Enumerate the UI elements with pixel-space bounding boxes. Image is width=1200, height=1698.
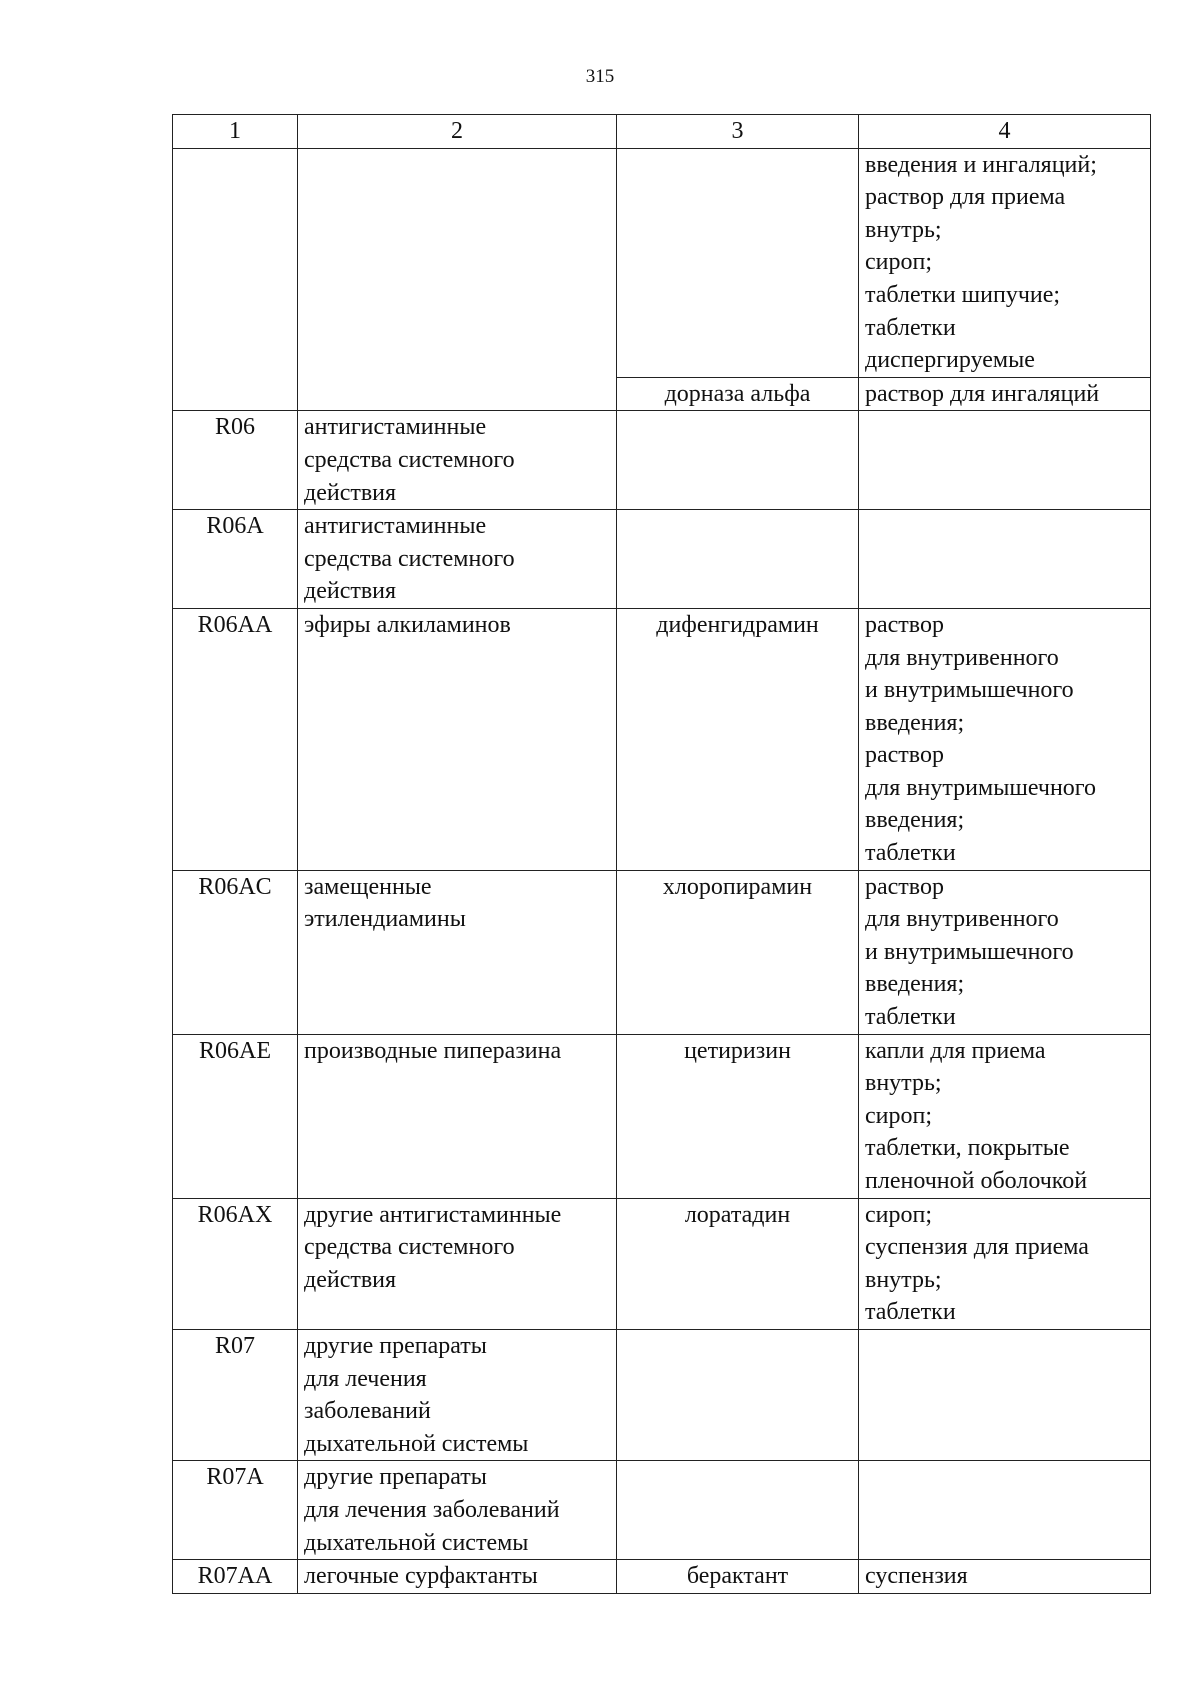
form-line: и внутримышечного [865, 677, 1074, 704]
atc-code-cell: R07 [173, 1329, 298, 1460]
group-name-cell [298, 1034, 617, 1198]
inn-cell: дорназа альфа [617, 377, 859, 411]
inn-cell: дифенгидрамин [617, 608, 859, 870]
forms-cell: раствор для ингаляций [859, 377, 1151, 411]
group-line: дыхательной системы [304, 1529, 529, 1556]
table-row [173, 1560, 1151, 1594]
group-line: средства системного [304, 446, 515, 473]
forms-cell [859, 411, 1151, 510]
form-line: таблетки, покрытые [865, 1135, 1070, 1162]
form-line: раствор для приема [865, 184, 1066, 211]
inn-cell: хлоропирамин [617, 870, 859, 1034]
group-line: другие препараты [304, 1464, 487, 1491]
table-row [173, 411, 1151, 510]
inn-cell [617, 411, 859, 510]
atc-code-cell: R06A [173, 510, 298, 609]
form-line: раствор [865, 611, 944, 638]
group-line: действия [304, 1266, 397, 1293]
inn-cell [617, 510, 859, 609]
form-line: таблетки [865, 1299, 956, 1326]
column-header-1: 1 [173, 115, 298, 149]
atc-code-cell: R07AA [173, 1560, 298, 1594]
table-header-row [173, 115, 1151, 149]
inn-cell: берактант [617, 1560, 859, 1594]
group-line: легочные сурфактанты [304, 1563, 538, 1590]
group-line: средства системного [304, 545, 515, 572]
form-line: таблетки шипучие; [865, 281, 1061, 308]
forms-cell [859, 510, 1151, 609]
table-row [173, 608, 1151, 870]
inn-cell [617, 1329, 859, 1460]
group-line: антигистаминные [304, 513, 487, 540]
group-line: производные пиперазина [304, 1037, 562, 1064]
group-name-cell [298, 1198, 617, 1329]
form-line: и внутримышечного [865, 938, 1074, 965]
forms-cell [859, 1560, 1151, 1594]
group-name-cell [298, 870, 617, 1034]
form-line: сироп; [865, 1201, 933, 1228]
inn-cell: лоратадин [617, 1198, 859, 1329]
form-line: внутрь; [865, 216, 942, 243]
forms-cell [859, 1034, 1151, 1198]
group-name-cell [298, 608, 617, 870]
form-line: введения; [865, 709, 965, 736]
continuation-forms-cell [859, 148, 1151, 377]
table-row [173, 1461, 1151, 1560]
continuation-code-cell [173, 148, 298, 411]
form-line: таблетки [865, 840, 956, 867]
group-name-cell [298, 1461, 617, 1560]
column-header-2: 2 [298, 115, 617, 149]
atc-code-cell: R06AE [173, 1034, 298, 1198]
group-name-cell [298, 1329, 617, 1460]
form-line: внутрь; [865, 1266, 942, 1293]
form-line: таблетки [865, 1004, 956, 1031]
group-line: средства системного [304, 1234, 515, 1261]
group-line: эфиры алкиламинов [304, 611, 511, 638]
group-line: замещенные [304, 873, 432, 900]
forms-cell [859, 1329, 1151, 1460]
form-line: пленочной оболочкой [865, 1168, 1088, 1194]
atc-code-cell: R06AC [173, 870, 298, 1034]
form-line: введения; [865, 971, 965, 998]
forms-cell [859, 1198, 1151, 1329]
group-line: другие препараты [304, 1332, 487, 1359]
column-header-3: 3 [617, 115, 859, 149]
group-line: другие антигистаминные [304, 1201, 562, 1228]
column-header-4: 4 [859, 115, 1151, 149]
inn-cell: цетиризин [617, 1034, 859, 1198]
page-number: 315 [585, 66, 615, 87]
forms-cell [859, 1461, 1151, 1560]
form-line: таблетки [865, 314, 956, 341]
group-line: действия [304, 578, 397, 605]
form-line: раствор [865, 742, 944, 769]
table-row [173, 1034, 1151, 1198]
inn-cell [617, 1461, 859, 1560]
group-name-cell [298, 510, 617, 609]
atc-code-cell: R07A [173, 1461, 298, 1560]
group-name-cell [298, 411, 617, 510]
form-line: введения и ингаляций; [865, 151, 1097, 178]
table-row [173, 1198, 1151, 1329]
form-line: суспензия для приема [865, 1234, 1089, 1261]
table-row [173, 1329, 1151, 1460]
atc-code-cell: R06AX [173, 1198, 298, 1329]
group-name-cell [298, 1560, 617, 1594]
form-line: суспензия [865, 1563, 968, 1590]
group-line: этилендиамины [304, 906, 466, 933]
drug-table [172, 114, 1151, 1594]
form-line: введения; [865, 807, 965, 834]
form-line: для внутримышечного [865, 774, 1097, 801]
form-line: диспергируемые [865, 347, 1035, 374]
form-line: раствор [865, 873, 944, 900]
continuation-row [173, 148, 1151, 377]
group-line: дыхательной системы [304, 1430, 529, 1457]
atc-code-cell: R06 [173, 411, 298, 510]
forms-cell [859, 608, 1151, 870]
atc-code-cell: R06AA [173, 608, 298, 870]
continuation-group-cell [298, 148, 617, 411]
forms-cell [859, 870, 1151, 1034]
group-line: антигистаминные [304, 414, 487, 441]
form-line: капли для приема [865, 1037, 1046, 1064]
table-row [173, 510, 1151, 609]
group-line: для лечения заболеваний [304, 1496, 560, 1523]
group-line: заболеваний [304, 1398, 431, 1425]
form-line: внутрь; [865, 1070, 942, 1097]
group-line: для лечения [304, 1365, 427, 1392]
form-line: сироп; [865, 249, 933, 276]
group-line: действия [304, 479, 397, 506]
form-line: для внутривенного [865, 644, 1059, 671]
continuation-inn-cell [617, 148, 859, 377]
table-row [173, 870, 1151, 1034]
form-line: сироп; [865, 1102, 933, 1129]
form-line: для внутривенного [865, 906, 1059, 933]
